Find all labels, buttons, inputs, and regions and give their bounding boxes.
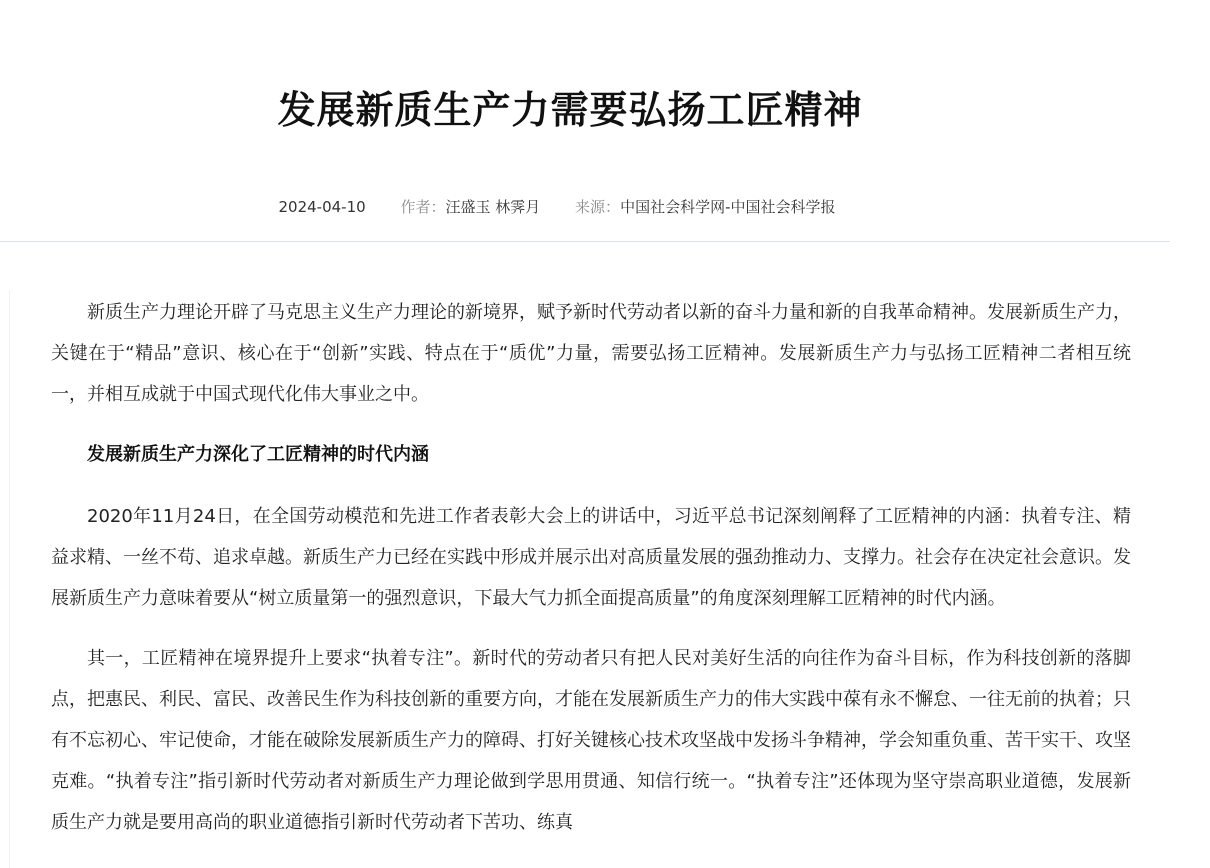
author-names: 汪盛玉 林霁月 (445, 198, 541, 216)
paragraph: 2020年11月24日，在全国劳动模范和先进工作者表彰大会上的讲话中，习近平总书记深刻阐释了工匠精神的内涵：执着专注、精益求精、一丝不苟、追求卓越。新质生产力已经在实践中形成并展示出对高质量发展的强劲推动力、支撑力。社会存在决定社会意识。发展新质生产力意味着要从“树立质量第一的强烈意识，下最大气力抓全面提高质量”的角度深刻理解工匠精神的时代内涵。 (51, 506, 1131, 609)
source-name: 中国社会科学网-中国社会科学报 (620, 198, 836, 216)
article-header (0, 0, 1170, 242)
paragraph-intro: 新质生产力理论开辟了马克思主义生产力理论的新境界，赋予新时代劳动者以新的奋斗力量和新的自我革命精神。发展新质生产力，关键在于“精品”意识、核心在于“创新”实践、特点在于“质优”力量，需要弘扬工匠精神。发展新质生产力与弘扬工匠精神二者相互统一，并相互成就于中国式现代化伟大事业之中。 (51, 302, 1131, 405)
article-meta (0, 196, 1114, 218)
author-info (400, 198, 540, 216)
publish-date: 2024-04-10 (278, 198, 366, 216)
article-title: 发展新质生产力需要弘扬工匠精神 (277, 88, 863, 132)
paragraph: 其一，工匠精神在境界提升上要求“执着专注”。新时代的劳动者只有把人民对美好生活的向往作为奋斗目标，作为科技创新的落脚点，把惠民、利民、富民、改善民生作为科技创新的重要方向，才能在发展新质生产力的伟大实践中葆有永不懈怠、一往无前的执着；只有不忘初心、牢记使命，才能在破除发展新质生产力的障碍、打好关键核心技术攻坚战中发扬斗争精神，学会知重负重、苦干实干、攻坚克难。“执着专注”指引新时代劳动者对新质生产力理论做到学思用贯通、知信行统一。“执着专注”还体现为坚守崇高职业道德，发展新质生产力就是要用高尚的职业道德指引新时代劳动者下苦功、练真 (51, 648, 1131, 833)
source-label: 来源： (575, 198, 621, 216)
content-left-rule (9, 290, 10, 868)
section-heading: 发展新质生产力深化了工匠精神的时代内涵 (87, 444, 429, 465)
article-body (51, 292, 1131, 862)
source-info (575, 198, 835, 216)
author-label: 作者： (400, 198, 446, 216)
